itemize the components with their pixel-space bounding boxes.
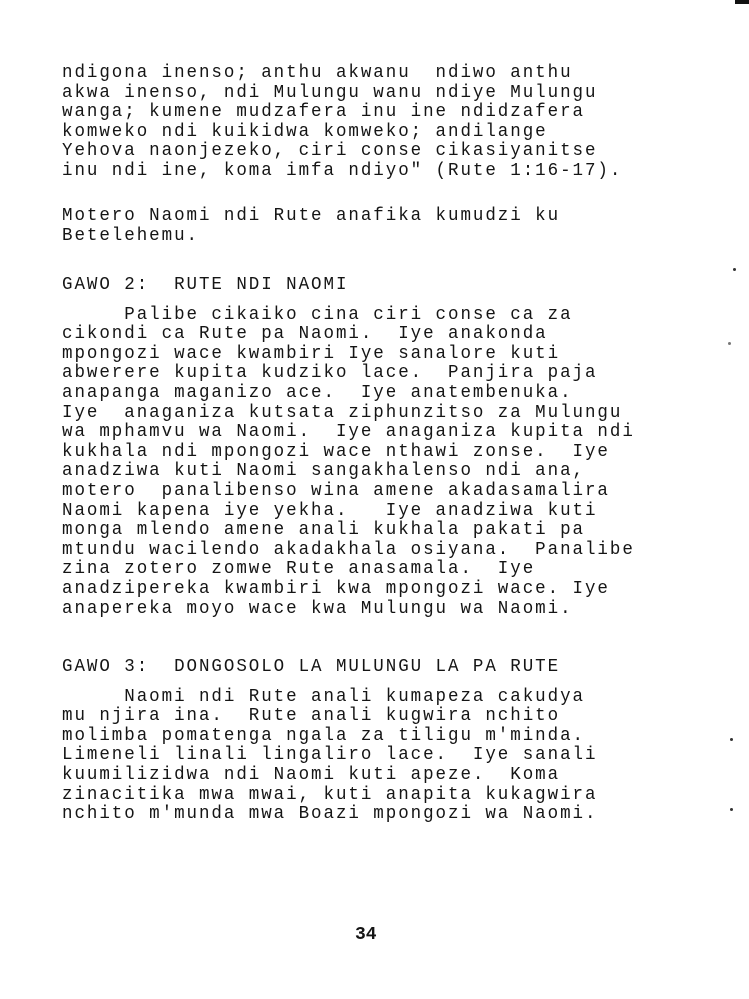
page-number: 34	[355, 925, 377, 945]
text-line: Limeneli linali lingaliro lace. Iye sanali	[62, 744, 598, 766]
text-line: Naomi kapena iye yekha. Iye anadziwa kuti	[62, 499, 598, 522]
scan-speck	[728, 342, 731, 345]
scan-edge-mark	[735, 0, 749, 4]
text-line: zina zotero zomwe Rute anasamala. Iye	[62, 558, 536, 580]
section-2	[62, 275, 635, 618]
text-line: anapereka moyo wace kwa Mulungu wa Naomi.	[62, 597, 573, 620]
scan-speck	[730, 738, 733, 741]
text-line: kuumilizidwa ndi Naomi kuti apeze. Koma	[62, 763, 561, 786]
text-line: anadziwa kuti Naomi sangakhalenso ndi ana,	[62, 460, 585, 482]
text-line: wanga; kumene mudzafera inu ine ndidzafera	[62, 101, 585, 123]
text-line: abwerere kupita kudziko lace. Panjira paja	[62, 362, 598, 384]
text-line: ndigona inenso; anthu akwanu ndiwo anthu	[62, 61, 573, 84]
section-heading: GAWO 3: DONGOSOLO LA MULUNGU LA PA RUTE	[62, 655, 561, 678]
text-line: zinacitika mwa mwai, kuti anapita kukagwira	[62, 783, 598, 806]
text-line: Palibe cikaiko cina ciri conse ca za	[62, 303, 573, 326]
text-line: Naomi ndi Rute anali kumapeza cakudya	[62, 685, 585, 708]
text-line: cikondi ca Rute pa Naomi. Iye anakonda	[62, 323, 548, 345]
arrival-paragraph	[62, 206, 560, 245]
text-line: Yehova naonjezeko, ciri conse cikasiyanitse	[62, 140, 598, 162]
text-line: kukhala ndi mpongozi wace nthawi zonse. Iye	[62, 440, 610, 463]
section-3	[62, 657, 597, 824]
text-line: akwa inenso, ndi Mulungu wanu ndiye Mulungu	[62, 81, 598, 104]
scan-speck	[733, 268, 736, 271]
text-line: inu ndi ine, koma imfa ndiyo" (Rute 1:16-17).	[62, 159, 623, 182]
text-line: mpongozi wace kwambiri Iye sanalore kuti	[62, 342, 561, 365]
text-line: mu njira ina. Rute anali kugwira nchito	[62, 705, 561, 727]
text-line: wa mphamvu wa Naomi. Iye anaganiza kupita ndi	[62, 421, 635, 443]
text-line: anapanga maganizo ace. Iye anatembenuka.	[62, 381, 573, 404]
text-line: Iye anaganiza kutsata ziphunzitso za Mulungu	[62, 401, 623, 424]
text-line: nchito m'munda mwa Boazi mpongozi wa Naomi.	[62, 803, 598, 825]
text-line: monga mlendo amene anali kukhala pakati pa	[62, 519, 585, 541]
text-line: anadzipereka kwambiri kwa mpongozi wace. Iye	[62, 577, 610, 600]
text-line: Motero Naomi ndi Rute anafika kumudzi ku	[62, 204, 561, 227]
text-line: motero panalibenso wina amene akadasamalira	[62, 479, 610, 502]
section-heading: GAWO 2: RUTE NDI NAOMI	[62, 273, 349, 296]
text-line: molimba pomatenga ngala za tiligu m'minda.	[62, 724, 585, 747]
text-line: Betelehemu.	[62, 224, 199, 247]
quote-paragraph	[62, 63, 622, 181]
text-line: mtundu wacilendo akadakhala osiyana. Panalibe	[62, 538, 635, 561]
text-line: komweko ndi kuikidwa komweko; andilange	[62, 120, 548, 143]
scan-speck	[730, 808, 733, 811]
